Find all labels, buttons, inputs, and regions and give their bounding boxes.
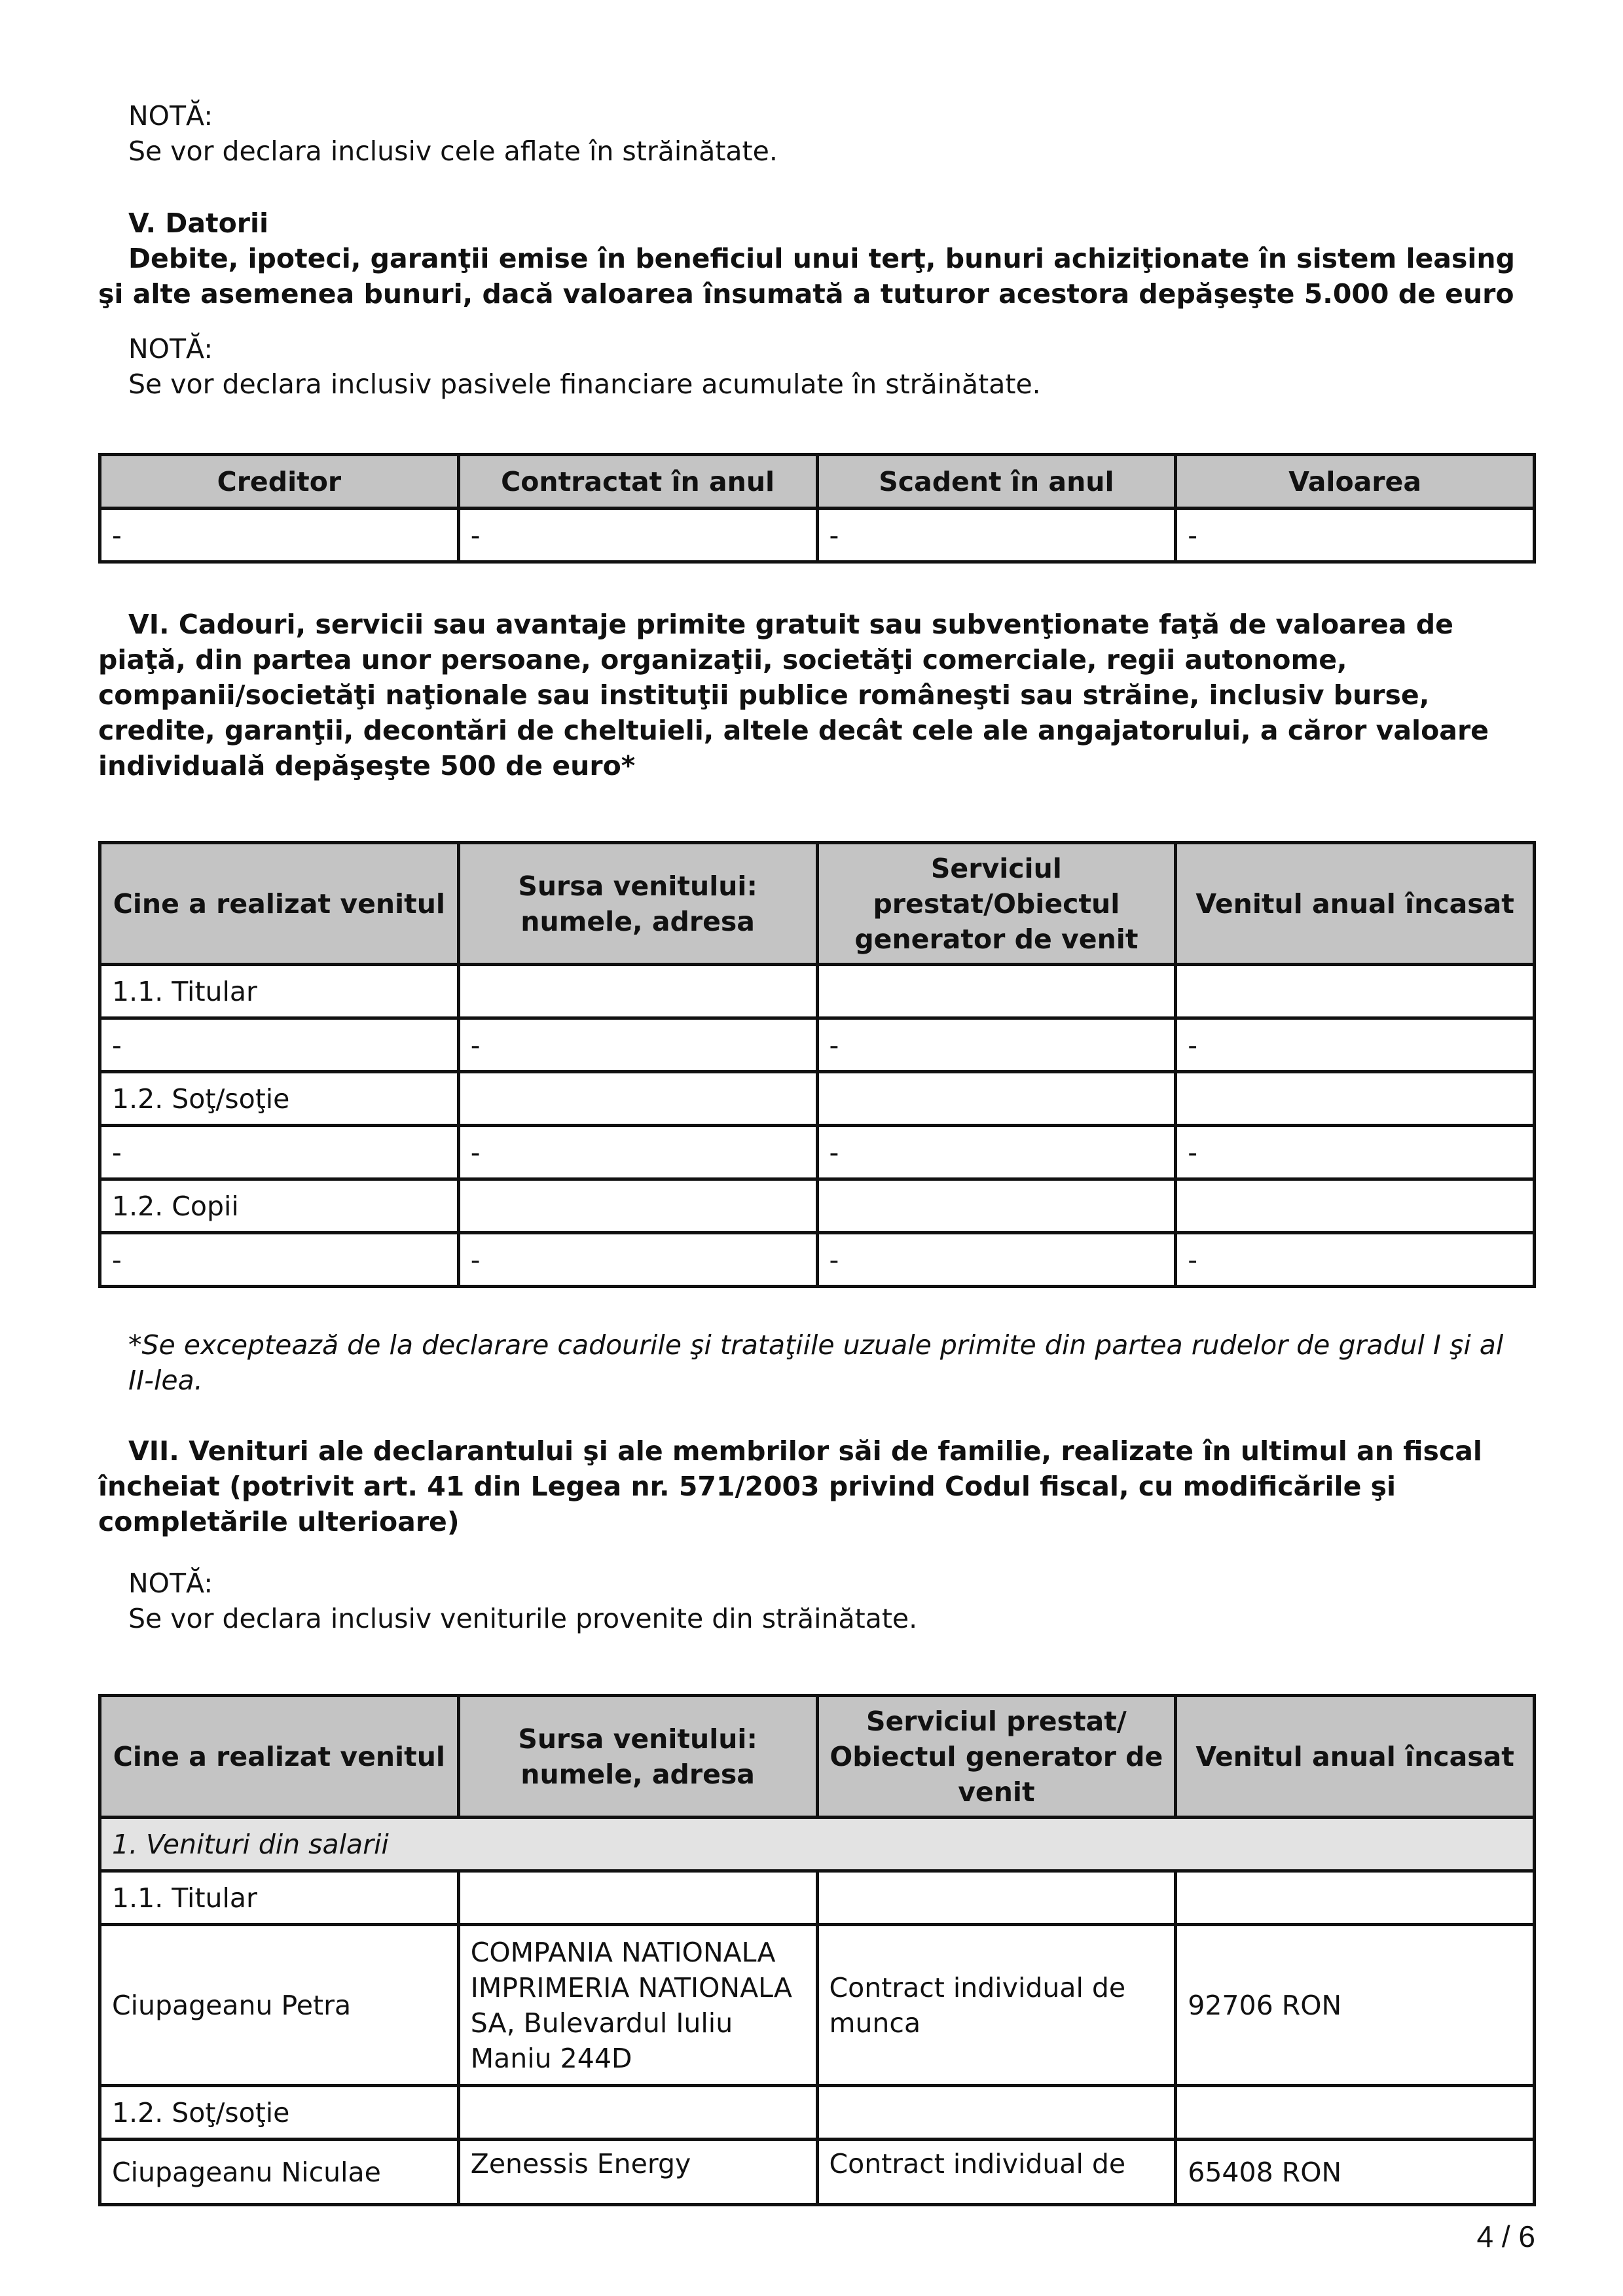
table-cell: -: [1176, 1018, 1535, 1072]
column-header: Cine a realizat venitul: [100, 1696, 459, 1818]
table-cell: COMPANIA NATIONALA IMPRIMERIA NATIONALA SA, Bulevardul Iuliu Maniu 244D: [458, 1925, 817, 2086]
column-header: Venitul anual încasat: [1176, 843, 1535, 965]
debts-table: [98, 453, 1536, 564]
section-v-note-label: NOTĂ:: [128, 333, 213, 365]
table-cell: [817, 1179, 1176, 1233]
table-cell: -: [458, 509, 817, 562]
table-header-row: [100, 1696, 1535, 1818]
table-section-label: 1. Venituri din salarii: [100, 1818, 1535, 1871]
column-header: Venitul anual încasat: [1176, 1696, 1535, 1818]
table-cell: -: [1176, 1233, 1535, 1287]
table-cell: -: [100, 1018, 459, 1072]
table-cell: -: [817, 1126, 1176, 1179]
table-cell: 65408 RON: [1176, 2140, 1535, 2205]
column-header: Sursa venitului: numele, adresa: [458, 1696, 817, 1818]
table-cell: -: [817, 1233, 1176, 1287]
table-cell: 1.2. Soţ/soţie: [100, 1072, 459, 1126]
column-header: Cine a realizat venitul: [100, 843, 459, 965]
table-row: [100, 1126, 1535, 1179]
table-row: [100, 1233, 1535, 1287]
table-cell: -: [100, 1233, 459, 1287]
table-cell: -: [458, 1126, 817, 1179]
gifts-table: [98, 841, 1536, 1288]
table-cell: -: [100, 509, 459, 562]
section-v-title: V. Datorii: [128, 207, 269, 239]
table-header-row: [100, 843, 1535, 965]
table-cell: Zenessis Energy: [458, 2140, 817, 2205]
table-cell: 1.1. Titular: [100, 965, 459, 1018]
table-cell: Contract individual de munca: [817, 1925, 1176, 2086]
table-cell: [1176, 1072, 1535, 1126]
section-vii-note-label: NOTĂ:: [128, 1568, 213, 1599]
table-cell: -: [458, 1233, 817, 1287]
table-section-row: [100, 1818, 1535, 1871]
section-vii-note-text: Se vor declara inclusiv veniturile provenite din străinătate.: [128, 1603, 918, 1634]
table-row: [100, 1871, 1535, 1925]
table-row: [100, 1072, 1535, 1126]
table-cell: -: [817, 509, 1176, 562]
table-row: [100, 965, 1535, 1018]
table-cell: Contract individual de: [817, 2140, 1176, 2205]
table-cell: 1.2. Soţ/soţie: [100, 2086, 459, 2140]
column-header: Sursa venitului: numele, adresa: [458, 843, 817, 965]
table-row: [100, 1179, 1535, 1233]
column-header: Serviciul prestat/ Obiectul generator de venit: [817, 1696, 1176, 1818]
table-cell: [458, 1871, 817, 1925]
table-cell: 1.2. Copii: [100, 1179, 459, 1233]
table-cell: [817, 1072, 1176, 1126]
column-header: Serviciul prestat/Obiectul generator de venit: [817, 843, 1176, 965]
table-cell: [817, 965, 1176, 1018]
column-header: Contractat în anul: [458, 455, 817, 509]
column-header: Scadent în anul: [817, 455, 1176, 509]
note-label: NOTĂ:: [128, 100, 213, 132]
table-row: [100, 1018, 1535, 1072]
table-cell: -: [1176, 509, 1535, 562]
section-v-subtitle: Debite, ipoteci, garanţii emise în beneficiul unui terţ, bunuri achiziţionate în sistem leasing şi alte asemenea bunuri, dacă valoarea însumată a tuturor acestora depăşeşte 5.000 de euro: [98, 243, 1515, 310]
table-row: [100, 509, 1535, 562]
section-vii-title: VII. Venituri ale declarantului şi ale membrilor săi de familie, realizate în ultimul an fiscal încheiat (potrivit art. 41 din Legea nr. 571/2003 privind Codul fiscal, cu modificările şi completările ulterioare): [98, 1435, 1482, 1537]
table-header-row: [100, 455, 1535, 509]
income-table: [98, 1694, 1536, 2206]
table-cell: -: [1176, 1126, 1535, 1179]
table-cell: [817, 1871, 1176, 1925]
table-cell: [458, 1179, 817, 1233]
table-cell: -: [458, 1018, 817, 1072]
table-row: [100, 2140, 1535, 2205]
table-cell: [1176, 2086, 1535, 2140]
table-cell: [1176, 1179, 1535, 1233]
table-cell: [1176, 1871, 1535, 1925]
section-vi-title: VI. Cadouri, servicii sau avantaje primite gratuit sau subvenţionate faţă de valoarea de piaţă, din partea unor persoane, organizaţii, societăţi comerciale, regii autonome, companii/societăţi naţionale sau instituţii publice româneşti sau străine, inclusiv burse, credite, garanţii, decontări de cheltuieli, altele decât cele ale angajatorului, a căror valoare individuală depăşeşte 500 de euro*: [98, 609, 1489, 781]
table-cell: 92706 RON: [1176, 1925, 1535, 2086]
gifts-footnote: *Se exceptează de la declarare cadourile şi trataţiile uzuale primite din partea rudelor de gradul I şi al II-lea.: [128, 1329, 1504, 1396]
page-number: 4 / 6: [1476, 2219, 1535, 2253]
section-v-note-text: Se vor declara inclusiv pasivele financiare acumulate în străinătate.: [128, 368, 1041, 400]
column-header: Creditor: [100, 455, 459, 509]
column-header: Valoarea: [1176, 455, 1535, 509]
table-cell: Ciupageanu Petra: [100, 1925, 459, 2086]
table-cell: [458, 2086, 817, 2140]
table-cell: -: [817, 1018, 1176, 1072]
table-cell: [458, 1072, 817, 1126]
table-cell: [458, 965, 817, 1018]
table-cell: -: [100, 1126, 459, 1179]
table-cell: [1176, 965, 1535, 1018]
table-cell: [817, 2086, 1176, 2140]
document-page: [98, 98, 1536, 2206]
table-cell: 1.1. Titular: [100, 1871, 459, 1925]
table-cell: Ciupageanu Niculae: [100, 2140, 459, 2205]
note-text: Se vor declara inclusiv cele aflate în străinătate.: [128, 135, 778, 167]
table-row: [100, 2086, 1535, 2140]
table-row: [100, 1925, 1535, 2086]
